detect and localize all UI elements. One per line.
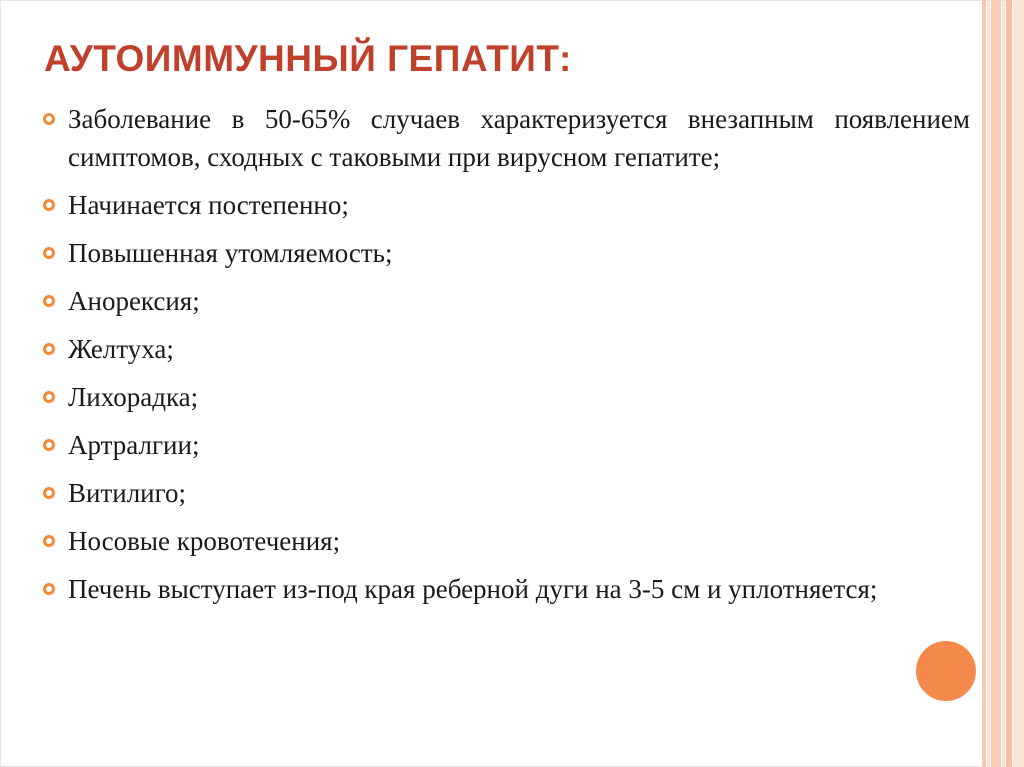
bullet-text: Печень выступает из-под края реберной дуги на 3-5 см и уплотняется; <box>68 574 878 604</box>
circle-bullet-icon <box>43 247 55 259</box>
bullet-text: Лихорадка; <box>68 382 199 412</box>
circle-bullet-icon <box>43 439 55 451</box>
circle-bullet-icon <box>43 295 55 307</box>
decorative-stripe <box>1002 0 1005 767</box>
bullet-list <box>42 100 970 618</box>
bullet-text: Анорексия; <box>68 286 200 316</box>
bullet-item <box>42 522 970 560</box>
bullet-text: Начинается постепенно; <box>68 190 349 220</box>
bullet-text: Повышенная утомляемость; <box>68 238 393 268</box>
circle-bullet-icon <box>43 583 55 595</box>
circle-bullet-icon <box>43 199 55 211</box>
slide-title: АУТОИММУННЫЙ ГЕПАТИТ: <box>44 38 572 79</box>
circle-bullet-icon <box>43 113 55 125</box>
bullet-text: Артралгии; <box>68 430 200 460</box>
bullet-item <box>42 474 970 512</box>
bullet-item <box>42 186 970 224</box>
bullet-text: Заболевание в 50-65% случаев характеризуется внезапным появлением симптомов, сходных с таковыми при вирусном гепатите; <box>68 104 970 172</box>
decorative-stripe <box>1006 0 1012 767</box>
bullet-item <box>42 100 970 176</box>
bullet-text: Носовые кровотечения; <box>68 526 341 556</box>
bullet-text: Желтуха; <box>68 334 174 364</box>
circle-bullet-icon <box>43 391 55 403</box>
bullet-text: Витилиго; <box>68 478 187 508</box>
circle-bullet-icon <box>43 343 55 355</box>
bullet-item <box>42 426 970 464</box>
circle-bullet-icon <box>43 535 55 547</box>
bullet-item <box>42 282 970 320</box>
bullet-item <box>42 570 970 608</box>
decorative-stripe <box>991 0 1001 767</box>
bullet-item <box>42 234 970 272</box>
decorative-circle <box>916 641 976 701</box>
decorative-stripe <box>982 0 986 767</box>
bullet-item <box>42 330 970 368</box>
decorative-stripe <box>987 0 990 767</box>
circle-bullet-icon <box>43 487 55 499</box>
decorative-stripe <box>1013 0 1024 767</box>
bullet-item <box>42 378 970 416</box>
